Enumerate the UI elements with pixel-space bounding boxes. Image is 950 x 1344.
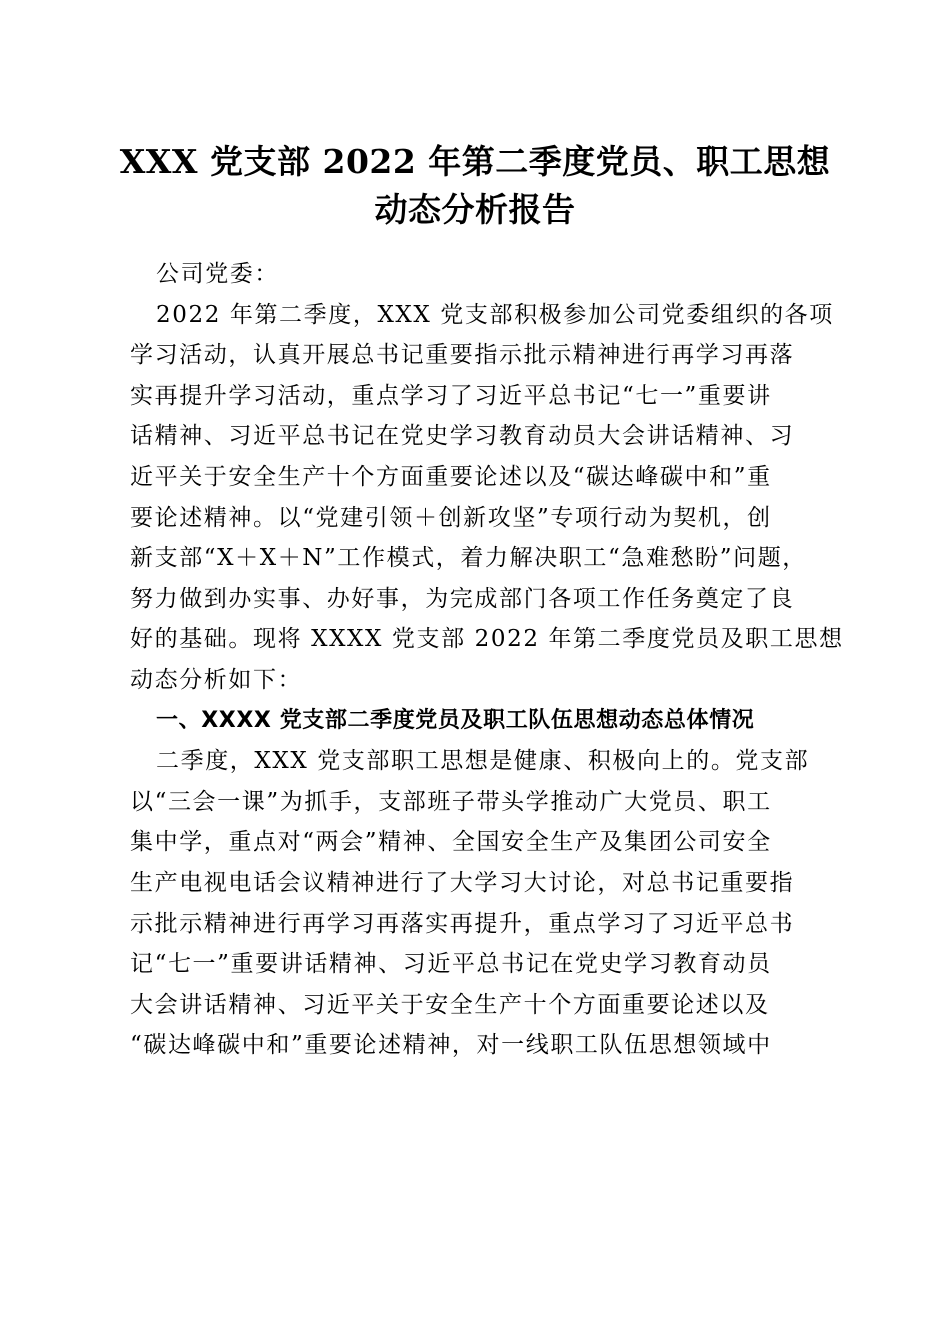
title-line-2: 动态分析报告 xyxy=(374,190,576,229)
section-1-heading: 一、XXXX 党支部二季度党员及职工队伍思想动态总体情况 xyxy=(156,707,755,733)
title-line-1: XXX 党支部 2022 年第二季度党员、职工思想 xyxy=(119,142,831,181)
paragraph-1-line: 近平关于安全生产十个方面重要论述以及“碳达峰碳中和”重 xyxy=(130,463,772,490)
paragraph-2-line: 生产电视电话会议精神进行了大学习大讨论，对总书记重要指 xyxy=(130,869,795,896)
paragraph-1-line: 新支部“X＋X＋N”工作模式，着力解决职工“急难愁盼”问题， xyxy=(130,545,807,572)
paragraph-1-line: 动态分析如下： xyxy=(130,666,303,693)
paragraph-1-line: 要论述精神。以“党建引领＋创新攻坚”专项行动为契机，创 xyxy=(130,504,772,531)
document-body xyxy=(130,254,844,1066)
paragraph-1 xyxy=(130,295,844,701)
paragraph-1-line: 学习活动，认真开展总书记重要指示批示精神进行再学习再落 xyxy=(130,342,795,369)
paragraph-1-line: 努力做到办实事、办好事，为完成部门各项工作任务奠定了良 xyxy=(130,585,795,612)
paragraph-2 xyxy=(130,741,830,1066)
salutation: 公司党委： xyxy=(156,261,279,287)
paragraph-1-line: 2022 年第二季度，XXX 党支部积极参加公司党委组织的各项 xyxy=(156,301,834,328)
paragraph-2-line: 示批示精神进行再学习再落实再提升，重点学习了习近平总书 xyxy=(130,910,795,937)
paragraph-2-line: 集中学，重点对“两会”精神、全国安全生产及集团公司安全 xyxy=(130,829,772,856)
paragraph-2-line: 记“七一”重要讲话精神、习近平总书记在党史学习教育动员 xyxy=(130,951,772,978)
paragraph-1-line: 好的基础。现将 XXXX 党支部 2022 年第二季度党员及职工思想 xyxy=(130,626,844,653)
paragraph-1-line: 实再提升学习活动，重点学习了习近平总书记“七一”重要讲 xyxy=(130,382,772,409)
paragraph-2-line: “碳达峰碳中和”重要论述精神，对一线职工队伍思想领域中 xyxy=(130,1032,772,1059)
document-title xyxy=(100,138,850,234)
paragraph-2-line: 大会讲话精神、习近平关于安全生产十个方面重要论述以及 xyxy=(130,991,770,1018)
paragraph-2-line: 以“三会一课”为抓手，支部班子带头学推动广大党员、职工 xyxy=(130,788,772,815)
paragraph-2-line: 二季度，XXX 党支部职工思想是健康、积极向上的。党支部 xyxy=(156,748,810,775)
paragraph-1-line: 话精神、习近平总书记在党史学习教育动员大会讲话精神、习 xyxy=(130,423,795,450)
